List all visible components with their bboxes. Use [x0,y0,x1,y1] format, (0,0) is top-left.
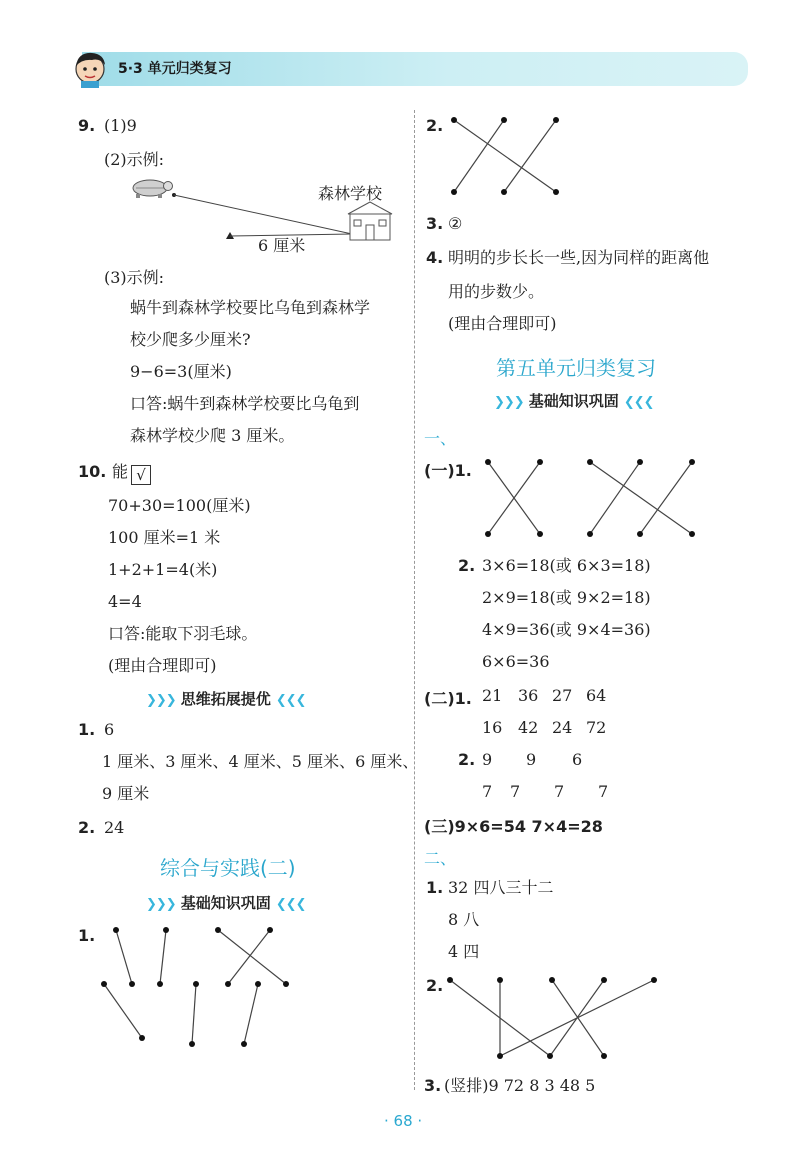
part1-s2-2-r2-2: 7 [554,782,565,801]
part1-s2-2-r2-3: 7 [598,782,609,801]
q9-answer-line1: 口答:蜗牛到森林学校要比乌龟到 [130,394,360,413]
right-q4-line1: 明明的步长长一些,因为同样的距离他 [448,248,710,267]
right-q4-number: 4. [426,248,444,267]
part1-s2-r1-0: 21 [482,686,503,705]
part1-s2-r2-3: 72 [586,718,607,737]
part2-q1-row2: 8 八 [448,910,480,929]
q10-answer: 能 √ [112,462,151,485]
part2-label: 二、 [424,849,457,868]
part1-s1-number: (一)1. [424,461,472,480]
part2-q2-number: 2. [426,976,444,995]
school-label: 森林学校 [318,184,383,203]
part1-s1-2-line4: 6×6=36 [482,652,550,671]
part2-q3-number: 3. [424,1076,442,1095]
q9-number: 9. [78,116,96,135]
q10-line2: 100 厘米=1 米 [108,528,221,547]
part1-s2-r1-1: 36 [518,686,539,705]
right-q2-number: 2. [426,116,444,135]
thinking-q2-answer: 24 [104,818,125,837]
practice-subheading: ❯❯❯ 基础知识巩固 ❮❮❮ [146,894,306,912]
part1-s3: (三)9×6=54 7×4=28 [424,817,603,836]
q10-line3: 1+2+1=4(米) [108,560,218,579]
q9-part1: (1)9 [104,116,137,135]
q10-line4: 4=4 [108,592,142,611]
q10-line6: (理由合理即可) [108,656,217,675]
part1-s2-2-r1-2: 6 [572,750,583,769]
thinking-q1-answer: 6 [104,720,115,739]
check-box: √ [131,465,151,485]
part1-s2-r2-1: 42 [518,718,539,737]
part1-s1-2-line2: 2×9=18(或 9×2=18) [482,588,651,607]
right-q4-line3: (理由合理即可) [448,314,557,333]
practice-sub: 基础知识巩固 [180,894,271,912]
part1-s2-2-r1-1: 9 [526,750,537,769]
part1-s1-2-line3: 4×9=36(或 9×4=36) [482,620,651,639]
part1-s2-r1-2: 27 [552,686,573,705]
q10-line5: 口答:能取下羽毛球。 [108,624,258,643]
page-number-value: 68 [393,1112,413,1130]
part1-label: 一、 [424,429,457,448]
q9-part2-label: (2)示例: [104,150,165,169]
q9-part3-label: (3)示例: [104,268,165,287]
q9-calc: 9−6=3(厘米) [130,362,232,381]
unit5-sub: 基础知识巩固 [528,392,619,410]
part2-q3-text: (竖排)9 72 8 3 48 5 [444,1076,596,1095]
part1-s1-2-number: 2. [458,556,476,575]
distance-label: 6 厘米 [258,236,306,255]
q10-number: 10. [78,462,107,481]
page-number: · 68 · [384,1112,423,1130]
practice-title: 综合与实践(二) [160,856,296,880]
thinking-title: 思维拓展提优 [180,690,271,708]
part1-s2-r2-2: 24 [552,718,573,737]
thinking-heading: ❯❯❯ 思维拓展提优 ❮❮❮ [146,690,306,708]
q9-question-line1: 蜗牛到森林学校要比乌龟到森林学 [130,298,371,317]
right-q3-answer: ② [448,214,463,233]
part1-s2-number: (二)1. [424,689,472,708]
practice-q1-number: 1. [78,926,96,945]
thinking-q1-line2: 9 厘米 [102,784,150,803]
part1-s2-2-r2-0: 7 [482,782,493,801]
part1-s2-2-r2-1: 7 [510,782,521,801]
header-title: 5·3 单元归类复习 [118,61,232,77]
thinking-q1-number: 1. [78,720,96,739]
q9-question-line2: 校少爬多少厘米? [130,330,251,349]
part1-s2-r1-3: 64 [586,686,607,705]
part1-s2-r2-0: 16 [482,718,503,737]
part2-q1-row1: 32 四八三十二 [448,878,554,897]
q9-answer-line2: 森林学校少爬 3 厘米。 [130,426,295,445]
unit5-subheading: ❯❯❯ 基础知识巩固 ❮❮❮ [494,392,654,410]
q10-line1: 70+30=100(厘米) [108,496,251,515]
thinking-q2-number: 2. [78,818,96,837]
part1-s2-2-r1-0: 9 [482,750,493,769]
part1-s1-2-line1: 3×6=18(或 6×3=18) [482,556,651,575]
right-q3-number: 3. [426,214,444,233]
thinking-q1-line1: 1 厘米、3 厘米、4 厘米、5 厘米、6 厘米、 [102,752,419,771]
part2-q1-number: 1. [426,878,444,897]
right-q4-line2: 用的步数少。 [448,282,545,301]
part2-q1-row3: 4 四 [448,942,480,961]
part1-s2-2-number: 2. [458,750,476,769]
unit5-title: 第五单元归类复习 [496,356,656,380]
